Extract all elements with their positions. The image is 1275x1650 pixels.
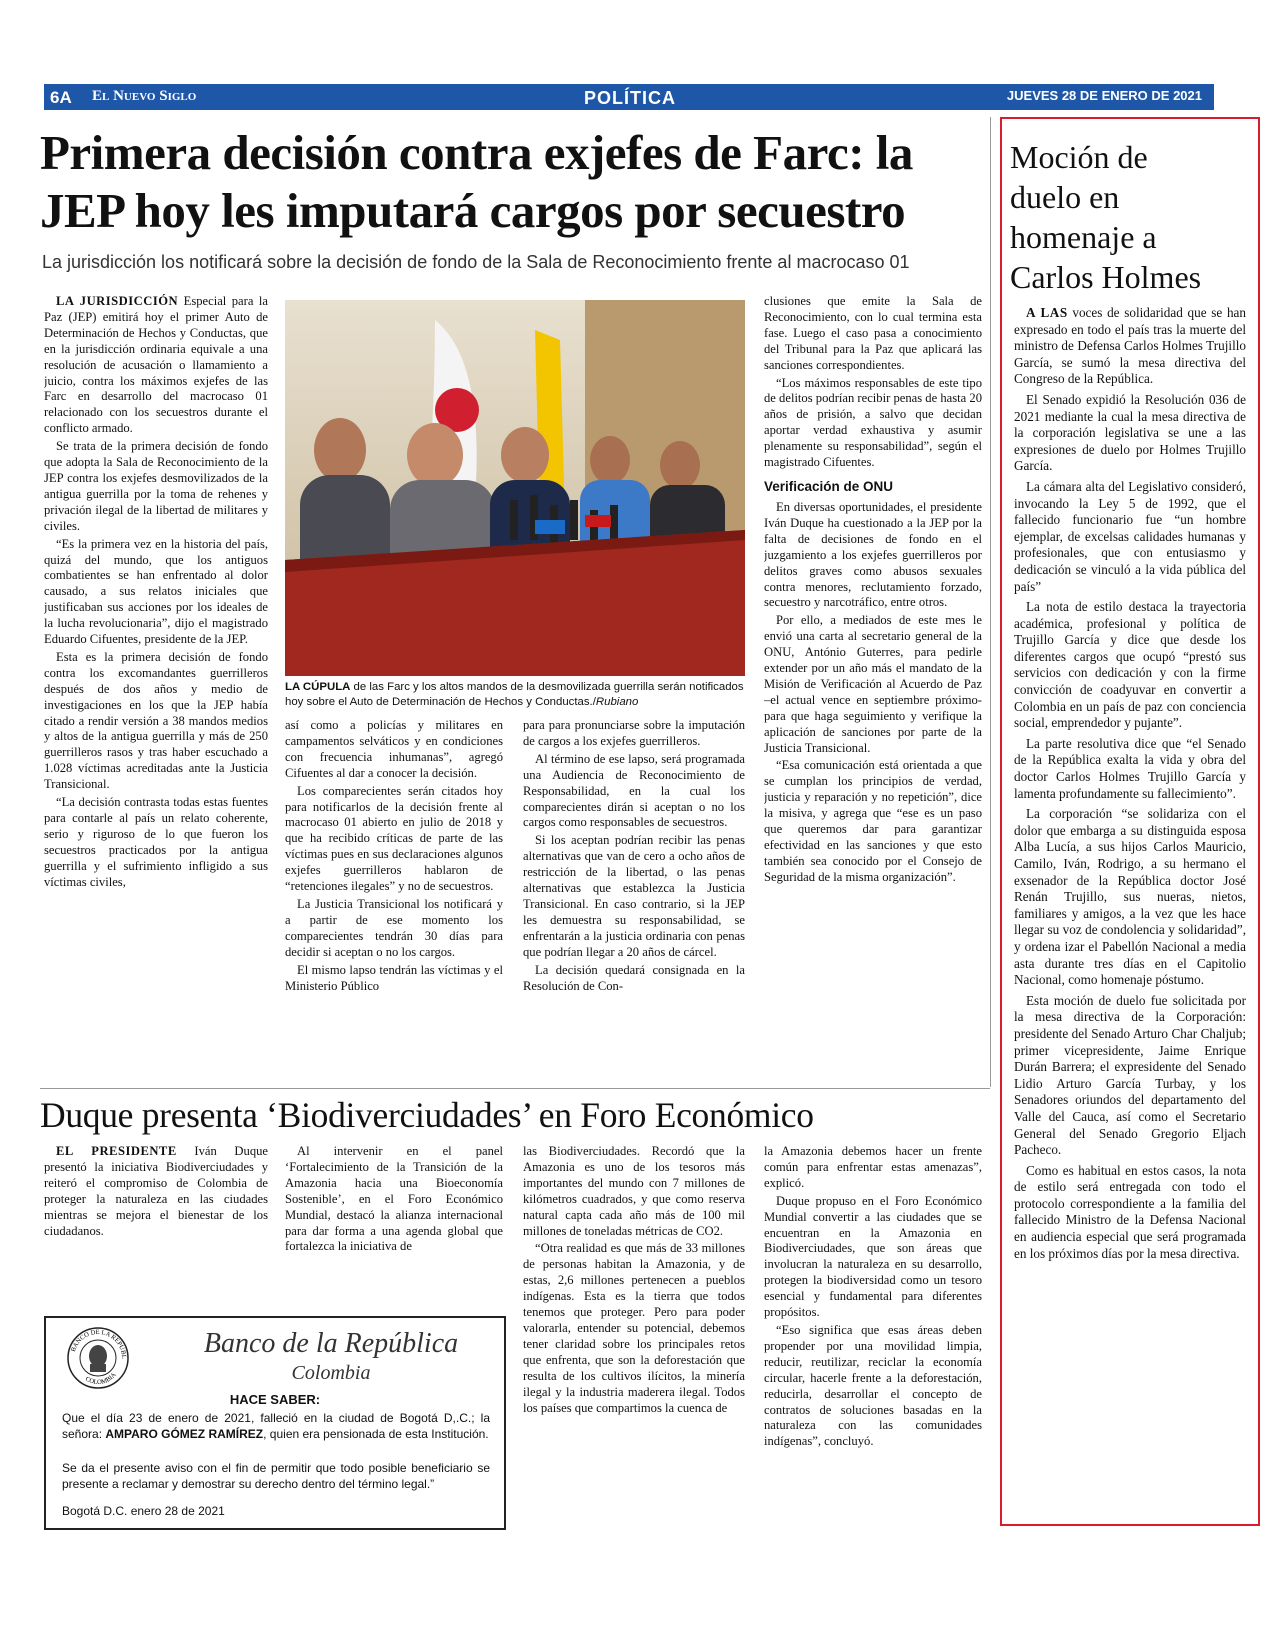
hace-saber: HACE SABER: — [229, 1392, 321, 1407]
paragraph-text: “La decisión contrasta todas estas fuentes para contarle al país un relato coherente, serio y riguroso de lo que fueron los secuestros practicados por la antigua guerrilla y el sufrimiento infligido a sus víctimas civiles, — [44, 795, 268, 889]
paragraph-text: Por ello, a mediados de este mes le envió una carta al secretario general de la ONU, António Guterres, para pedirle extender por un año más el mandato de la Misión de Verificación al Acuerdo de Paz –el actual vence en septiembre próximo- para que haga seguimiento y verifique la aplicación de sanciones por parte de la Justicia Transicional. — [764, 613, 982, 755]
article-paragraph — [764, 500, 982, 611]
article-paragraph — [764, 1144, 982, 1192]
article-paragraph — [285, 1144, 503, 1255]
article-paragraph — [764, 1194, 982, 1321]
article-paragraph — [764, 613, 982, 756]
second-column-3 — [523, 1144, 745, 1529]
issue-date: JUEVES 28 DE ENERO DE 2021 — [1006, 88, 1202, 103]
article-paragraph — [44, 1144, 268, 1239]
paragraph-text: “Los máximos responsables de este tipo de delitos podrían recibir penas de hasta 20 años de prisión, a salvo que decidan aportar verdad exhaustiva y asumir plenamente su responsabilidad”, según el magistrado Cifuentes. — [764, 375, 982, 470]
paragraph-text: El mismo lapso tendrán las víctimas y el Ministerio Público — [285, 962, 503, 993]
paragraph-text: Los comparecientes serán citados hoy para notificarlos de la decisión frente al macrocaso 01 abierto en julio de 2018 y que ha recibido críticas de parte de las víctimas pues en sus declaraciones algunos exjefes guerrilleros hablaron de “retenciones ilegales” y no de secuestros. — [285, 783, 503, 894]
article-paragraph — [523, 833, 745, 960]
paragraph-text: Duque propuso en el Foro Económico Mundial convertir a las ciudades que se encuentran en la Amazonia en Biodiverciudades, que son áreas que involucran la naturaleza en su desarrollo, protegen la biodiversidad como un tesoro esencial y fundamental para diferentes propósitos. — [764, 1193, 982, 1320]
main-column-4 — [764, 294, 982, 1074]
article-paragraph — [764, 376, 982, 471]
paragraph-text: clusiones que emite la Sala de Reconocimiento, con lo cual termina esta fase. Luego el caso pasa a conocimiento del Tribunal para la Paz que aplicará las sanciones correspondientes. — [764, 294, 982, 372]
main-column-3 — [523, 718, 745, 1064]
article-paragraph — [1014, 993, 1246, 1159]
bank-notice — [44, 1316, 506, 1530]
paragraph-text: La decisión quedará consignada en la Resolución de Con- — [523, 962, 745, 993]
article-paragraph — [523, 718, 745, 750]
paragraph-text: Al intervenir en el panel ‘Fortalecimiento de la Transición de la Amazonia hacia una Bioeconomía Sostenible’, en el Foro Económico Mundial, destacó la alianza internacional para dar forma a una agenda global que fortalezca la iniciativa de — [285, 1144, 503, 1254]
second-headline: Duque presenta ‘Biodiverciudades’ en Foro Económico — [40, 1095, 814, 1135]
notice-footer: Bogotá D.C. enero 28 de 2021 — [62, 1504, 225, 1518]
article-paragraph — [764, 1323, 982, 1450]
article-paragraph — [764, 758, 982, 885]
sidebar-rule — [990, 117, 991, 1087]
svg-text:BANCO DE LA REPUBLICA: BANCO DE LA REPUBL — [69, 1328, 128, 1359]
bank-name: Banco de la República — [203, 1328, 459, 1359]
second-column-4 — [764, 1144, 982, 1529]
main-column-1 — [44, 294, 268, 1064]
svg-text:COLOMBIA: COLOMBIA — [84, 1371, 118, 1387]
paragraph-text: “Otra realidad es que más de 33 millones de personas habitan la Amazonia, y de estas, 2,6 millones pertenecen a pueblos indígenas. Esta es la tierra que todos tenemos que proteger. Pero para poder valorarla, entender su potencial, debemos tener claridad sobre los principales retos que enfrenta, que son la deforestación que resulta de los cultivos ilícitos, la minería ilegal y la industria maderera ilegal. Todos los países que compartimos la cuenca de — [523, 1241, 745, 1415]
section-title: POLÍTICA — [584, 88, 676, 108]
article-paragraph — [285, 897, 503, 961]
paragraph-text: “Es la primera vez en la historia del país, quizá del mundo, que los antiguos combatientes se han enfrentado al dolor causado, a sus relatos iniciales que justificaban sus acciones por los ideales de la lucha revolucionaria”, dijo el magistrado Eduardo Cifuentes, presidente de la JEP. — [44, 536, 268, 647]
photo-caption: LA CÚPULA de las Farc y los altos mandos de la desmovilizada guerrilla serán notificados hoy sobre el Auto de Determinación de Hechos y Conductas./Rubiano — [285, 681, 744, 708]
paragraph-text: Esta es la primera decisión de fondo contra los excomandantes guerrilleros después de dos años y medio de investigaciones en los que la JEP había citado a rendir versión a 38 mandos medios y altos de la antigua guerrilla y más de 250 guerrilleros rasos y tras haber escuchado a 1.028 víctimas acreditadas ante la Justicia Transicional. — [44, 649, 268, 792]
subhead-verificacion: Verificación de ONU — [764, 478, 894, 494]
article-paragraph — [44, 537, 268, 648]
page-number: 6A — [50, 88, 72, 107]
paragraph-text: Al término de ese lapso, será programada una Audiencia de Reconocimiento de Responsabilidad, en la cual los comparecientes dirán si aceptan o no los cargos como responsables de secuestros. — [523, 751, 745, 830]
paragraph-text: La corporación “se solidariza con el dolor que embarga a su distinguida esposa Alba Lucía, a sus hijos Carlos Mauricio, Camilo, Iván, Rodrigo, a su hermano el exsenador de la República doctor José Renán Trujillo, sus nueras, nietos, familiares y amigos, a la vez que les hace llegar su voz de condolencia y solidaridad”, y ordena izar el Pabellón Nacional a media asta durante tres días en el Capitolio Nacional, como homenaje póstumo. — [1014, 806, 1246, 988]
paragraph-text: Esta moción de duelo fue solicitada por la mesa directiva de la Corporación: presidente del Senado Arturo Char Chaljub; primer vicepresidente, Jaime Enrique Durán Barrera; el expresidente del Senado Lidio Arturo García Turbay, y los Senadores oriundos del departamento del Valle del Cauca, así como el Secretario General del Senado Gregorio Eljach Pacheco. — [1014, 992, 1246, 1158]
paragraph-text: voces de solidaridad que se han expresado en todo el país tras la muerte del ministro de Defensa Carlos Holmes Trujillo García, se sumó la mesa directiva del Congreso de la República. — [1014, 305, 1246, 387]
article-paragraph — [44, 795, 268, 890]
article-paragraph — [1014, 392, 1246, 475]
bank-country: Colombia — [291, 1362, 371, 1384]
article-paragraph — [44, 439, 268, 534]
paragraph-text: las Biodiverciudades. Recordó que la Amazonia es uno de los tesoros más importantes del mundo con 7 millones de kilómetros cuadrados, y que como reserva natural capta cada año más de 100 mil millones de toneladas métricas de CO2. — [523, 1144, 745, 1238]
lead-in: A LAS — [1026, 305, 1068, 320]
sidebar-body — [1014, 305, 1246, 1520]
paragraph-text: En diversas oportunidades, el presidente Iván Duque ha cuestionado a la JEP por la falta de decisiones de fondo en el juzgamiento a los exjefes guerrilleros por delitos graves como abusos sexuales contra menores, reclutamiento forzado, secuestro y narcotráfico, entre otros. — [764, 499, 982, 610]
notice-paragraph-1: Que el día 23 de enero de 2021, falleció en la ciudad de Bogotá D,.C.; la señora: AMPARO GÓMEZ RAMÍREZ, quien era pensionada de esta Institución. — [62, 1411, 490, 1441]
article-paragraph — [1014, 599, 1246, 732]
sidebar-box — [1000, 117, 1260, 1526]
article-paragraph — [764, 294, 982, 374]
paragraph-text: Se trata de la primera decisión de fondo que adopta la Sala de Reconocimiento de la JEP contra los exjefes desmovilizados de la antigua guerrilla por la toma de rehenes y privación ilegal de la libertad de militares y civiles. — [44, 439, 268, 533]
second-column-2 — [285, 1144, 503, 1304]
paragraph-text: El Senado expidió la Resolución 036 de 2021 mediante la cual la mesa directiva de la corporación legislativa se une a las expresiones de duelo por Holmes Trujillo García. — [1014, 391, 1246, 474]
article-paragraph — [523, 1144, 745, 1239]
lead-in: LA JURISDICCIÓN — [56, 294, 179, 308]
main-column-2 — [285, 718, 503, 1064]
article-paragraph — [523, 752, 745, 832]
article-paragraph — [285, 718, 503, 782]
bank-seal-icon — [66, 1326, 130, 1390]
article-paragraph — [1014, 1163, 1246, 1263]
paragraph-text: La parte resolutiva dice que “el Senado de la República exalta la vida y obra del doctor Carlos Holmes Trujillo García y lamenta profundamente su fallecimiento”. — [1014, 735, 1246, 801]
article-paragraph — [523, 1241, 745, 1416]
main-headline: Primera decisión contra exjefes de Farc: la JEP hoy les imputará cargos por secuestro — [40, 125, 913, 238]
paragraph-text: Iván Duque presentó la iniciativa Biodiverciudades y reiteró el compromiso de Colombia de proteger la naturaleza en las ciudades mientras se mejora el bienestar de los ciudadanos. — [44, 1144, 268, 1238]
article-divider — [40, 1088, 990, 1089]
lead-in: EL PRESIDENTE — [56, 1144, 177, 1158]
article-paragraph — [44, 294, 268, 437]
second-column-1 — [44, 1144, 268, 1304]
article-paragraph — [1014, 479, 1246, 595]
article-paragraph — [1014, 305, 1246, 388]
article-paragraph — [285, 963, 503, 995]
article-paragraph — [44, 650, 268, 793]
paragraph-text: la Amazonia debemos hacer un frente común para enfrentar estas amenazas”, explicó. — [764, 1144, 982, 1190]
paragraph-text: La nota de estilo destaca la trayectoria académica, profesional y política de Trujillo García y dice que desde los diferentes cargos que ocupó “prestó sus servicios con dedicación y con la firme convicción de coadyuvar en convertir a Colombia en un país de paz con conciencia social, emprendedor y pujante”. — [1014, 599, 1246, 731]
article-paragraph — [285, 784, 503, 895]
sidebar-headline: Moción de duelo en homenaje a Carlos Holmes — [1010, 139, 1202, 295]
paragraph-text: “Eso significa que esas áreas deben propender por una movilidad limpia, reducir, reutilizar, reciclar la economía circular, hacerle frente a la deforestación, reducirla, desarrollar el concepto de contratos de soluciones basadas en la naturaleza con las comunidades indígenas”, concluyó. — [764, 1322, 982, 1449]
section-header-bar — [44, 84, 1214, 110]
farc-leaders-photo — [285, 300, 745, 676]
paragraph-text: Especial para la Paz (JEP) emitirá hoy el primer Auto de Determinación de Hechos y Conductas, que en la jurisdicción ordinaria equivale a una resolución de acusación o llamamiento a juicio, contra los máximos exjefes de las Farc en desarrollo del macrocaso 01 relacionado con los secuestros durante el conflicto armado. — [44, 294, 268, 436]
article-paragraph — [523, 963, 745, 995]
paper-name: El Nuevo Siglo — [92, 88, 197, 104]
paragraph-text: Como es habitual en estos casos, la nota de estilo será entregada con todo el protocolo correspondiente a la familia del fallecido Ministro de la Defensa Nacional en audiencia especial que será programada en los próximos días por la mesa directiva. — [1014, 1162, 1246, 1261]
article-paragraph — [1014, 806, 1246, 989]
paragraph-text: Si los aceptan podrían recibir las penas alternativas que van de cero a ocho años de restricción de la libertad, o las penas alternativas que establezca la Justicia Transicional. En caso contrario, si la JEP les demuestra su responsabilidad, se enfrentarán a la justicia ordinaria con penas que podrían llegar a 20 años de cárcel. — [523, 833, 745, 959]
paragraph-text: para para pronunciarse sobre la imputación de cargos a los exjefes guerrilleros. — [523, 718, 745, 748]
main-deck: La jurisdicción los notificará sobre la decisión de fondo de la Sala de Reconocimiento frente al macrocaso 01 — [42, 252, 910, 272]
paragraph-text: así como a policías y militares en campamentos selváticos y en condiciones con frecuencia inhumanas”, agregó Cifuentes al dar a conocer la decisión. — [285, 718, 503, 780]
photo-credit: Rubiano — [595, 696, 639, 708]
paragraph-text: La cámara alta del Legislativo consideró, invocando la Ley 5 de 1992, que el fallecido funcionario fue “un hombre ejemplar, de excelsas calidades humanas y profesionales, que con entusiasmo y dedicación se vinculó a la vida pública del país” — [1014, 478, 1246, 594]
article-paragraph — [1014, 736, 1246, 802]
paragraph-text: La Justicia Transicional los notificará y a partir de ese momento los comparecientes tendrán 30 días para decidir si aceptan o no los cargos. — [285, 896, 503, 959]
notice-paragraph-2: Se da el presente aviso con el fin de permitir que todo posible beneficiario se presente a reclamar y demostrar su derecho dentro del término legal.” — [62, 1461, 490, 1491]
paragraph-text: “Esa comunicación está orientada a que se cumplan los principios de verdad, justicia y reparación y no repetición”, dice la misiva, y agrega que “ese es un paso que queremos dar para garantizar efectividad en las sanciones y que esto también sea conocido por el Consejo de Seguridad de la misma organización”. — [764, 758, 982, 884]
